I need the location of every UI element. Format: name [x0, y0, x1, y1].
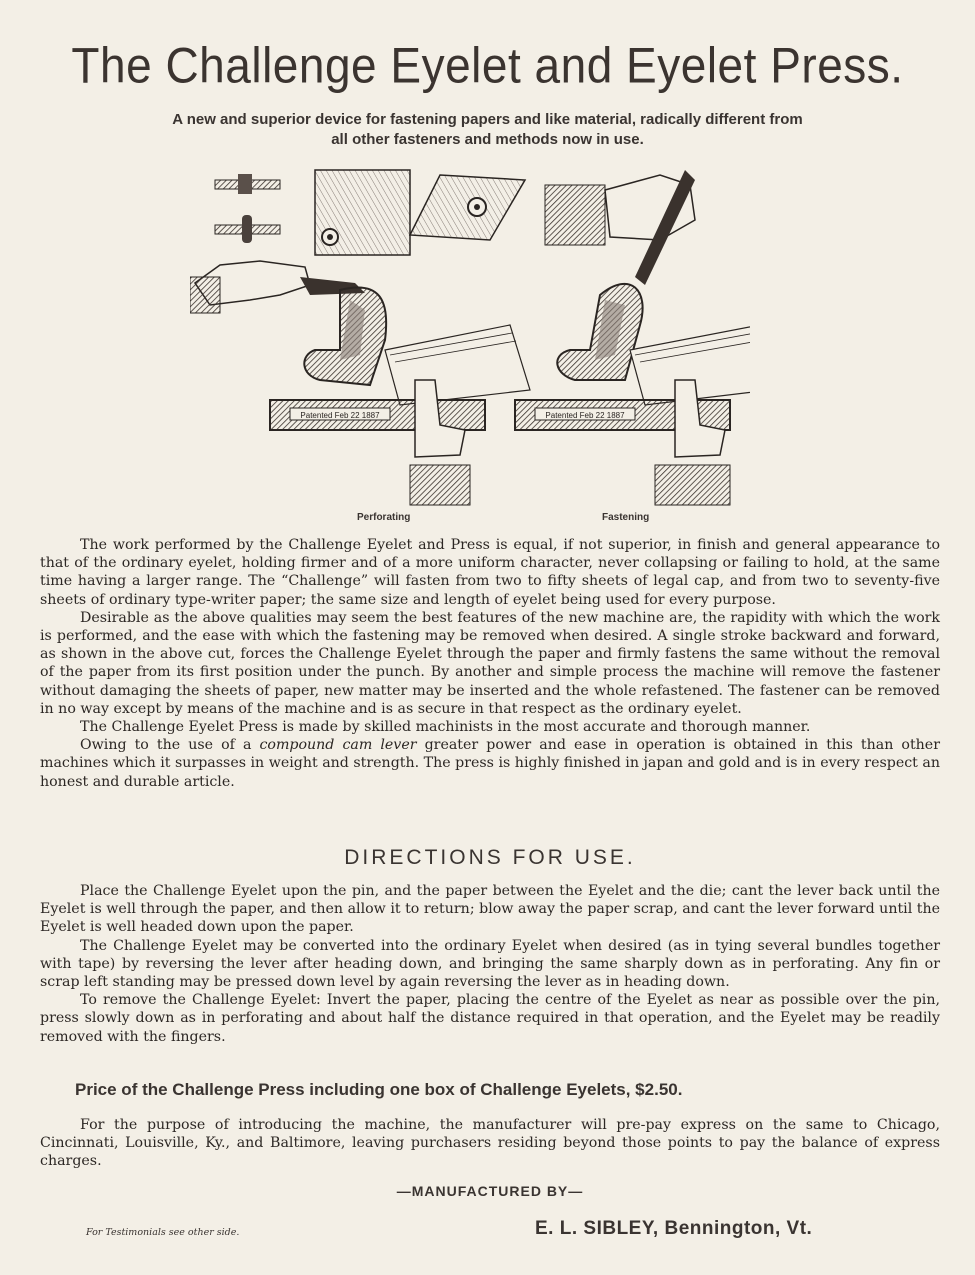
description-paragraph-cam-lever — [40, 736, 940, 791]
page-title: The Challenge Eyelet and Eyelet Press. — [71, 36, 904, 94]
press-illustration — [190, 165, 750, 525]
subtitle — [60, 110, 915, 150]
eyelet-detail-icon — [215, 174, 280, 243]
description-paragraph: The Challenge Eyelet Press is made by skilled machinists in the most accurate and thorough manner. — [80, 719, 811, 736]
directions-paragraph: The Challenge Eyelet may be converted into the ordinary Eyelet when desired (as in tying several bundles together with tape) by reversing the lever after heading down, and bringing the same sharply down as in perforating. Any fin or scrap left standing may be pressed down level by again reversing the lever as in heading down. — [40, 937, 940, 991]
directions-section — [40, 882, 940, 1046]
shipping-section — [40, 1116, 940, 1171]
description-paragraph: Desirable as the above qualities may seem the best features of the new machine are, the rapidity with which the work is performed, and the ease with which the fastening may be removed when desired. A single stroke backward and forward, as shown in the above cut, forces the Challenge Eyelet through the paper and firmly fastens the same without the removal of the paper from its first position under the punch. By another and simple process the machine will remove the fastener without damaging the sheets of paper, new matter may be inserted and the whole refastened. The fastener can be removed in no way except by means of the machine and is as secure in that respect as the ordinary eyelet. — [40, 609, 940, 717]
manufacturer-name: E. L. SIBLEY, Bennington, Vt. — [535, 1218, 813, 1239]
plate-text-left: Patented Feb 22 1887 — [300, 411, 380, 420]
directions-paragraph: To remove the Challenge Eyelet: Invert the paper, placing the centre of the Eyelet as near as possible over the pin, press slowly down as in perforating and about half the distance required in that operation, and the Eyelet may be readily removed with the fingers. — [40, 992, 940, 1045]
caption-fastening: Fastening — [602, 512, 650, 523]
directions-heading: DIRECTIONS FOR USE. — [344, 846, 636, 869]
paper-sample-angled-icon — [410, 175, 525, 240]
subtitle-line-1: A new and superior device for fastening papers and like material, radically different from — [172, 111, 803, 128]
description-paragraph: The work performed by the Challenge Eyelet and Press is equal, if not superior, in finish and general appearance to that of the ordinary eyelet, holding firmer and of a more uniform character, never collapsing or failing to hold, at the same time having a larger range. The “Challenge” will fasten from two to fifty sheets of legal cap, and from two to seventy-five sheets of ordinary type-writer paper; the same size and length of eyelet being used for every purpose. — [40, 537, 940, 608]
paper-sample-square-icon — [315, 170, 410, 255]
directions-paragraph: Place the Challenge Eyelet upon the pin, and the paper between the Eyelet and the die; cant the lever back until the Eyelet is well through the paper, and then allow it to return; blow away the paper scrap, and cant the lever forward until the Eyelet is well headed down upon the paper. — [40, 883, 940, 936]
testimonials-note: For Testimonials see other side. — [86, 1227, 240, 1238]
plate-text-right: Patented Feb 22 1887 — [545, 411, 625, 420]
text-fragment: greater power and ease in operation is obtained in this than other machines which it surpasses in weight and strength. The press is highly finished in japan and gold and is in every respect an honest and durable article. — [40, 737, 940, 790]
manufactured-by: —MANUFACTURED BY— — [396, 1183, 584, 1199]
subtitle-line-2: all other fasteners and methods now in use. — [331, 131, 644, 148]
shipping-paragraph: For the purpose of introducing the machine, the manufacturer will pre-pay express on the same to Chicago, Cincinnati, Louisville, Ky., and Baltimore, leaving purchasers residing beyond those points to pay the balance of express charges. — [40, 1117, 940, 1170]
price-line: Price of the Challenge Press including one box of Challenge Eyelets, $2.50. — [75, 1080, 683, 1099]
text-fragment: Owing to the use of a — [80, 737, 260, 754]
press-fastening-icon — [515, 170, 750, 505]
press-perforating-icon — [190, 261, 530, 505]
description-section — [40, 536, 940, 791]
italic-term: compound cam lever — [259, 737, 417, 754]
caption-perforating: Perforating — [357, 512, 411, 523]
